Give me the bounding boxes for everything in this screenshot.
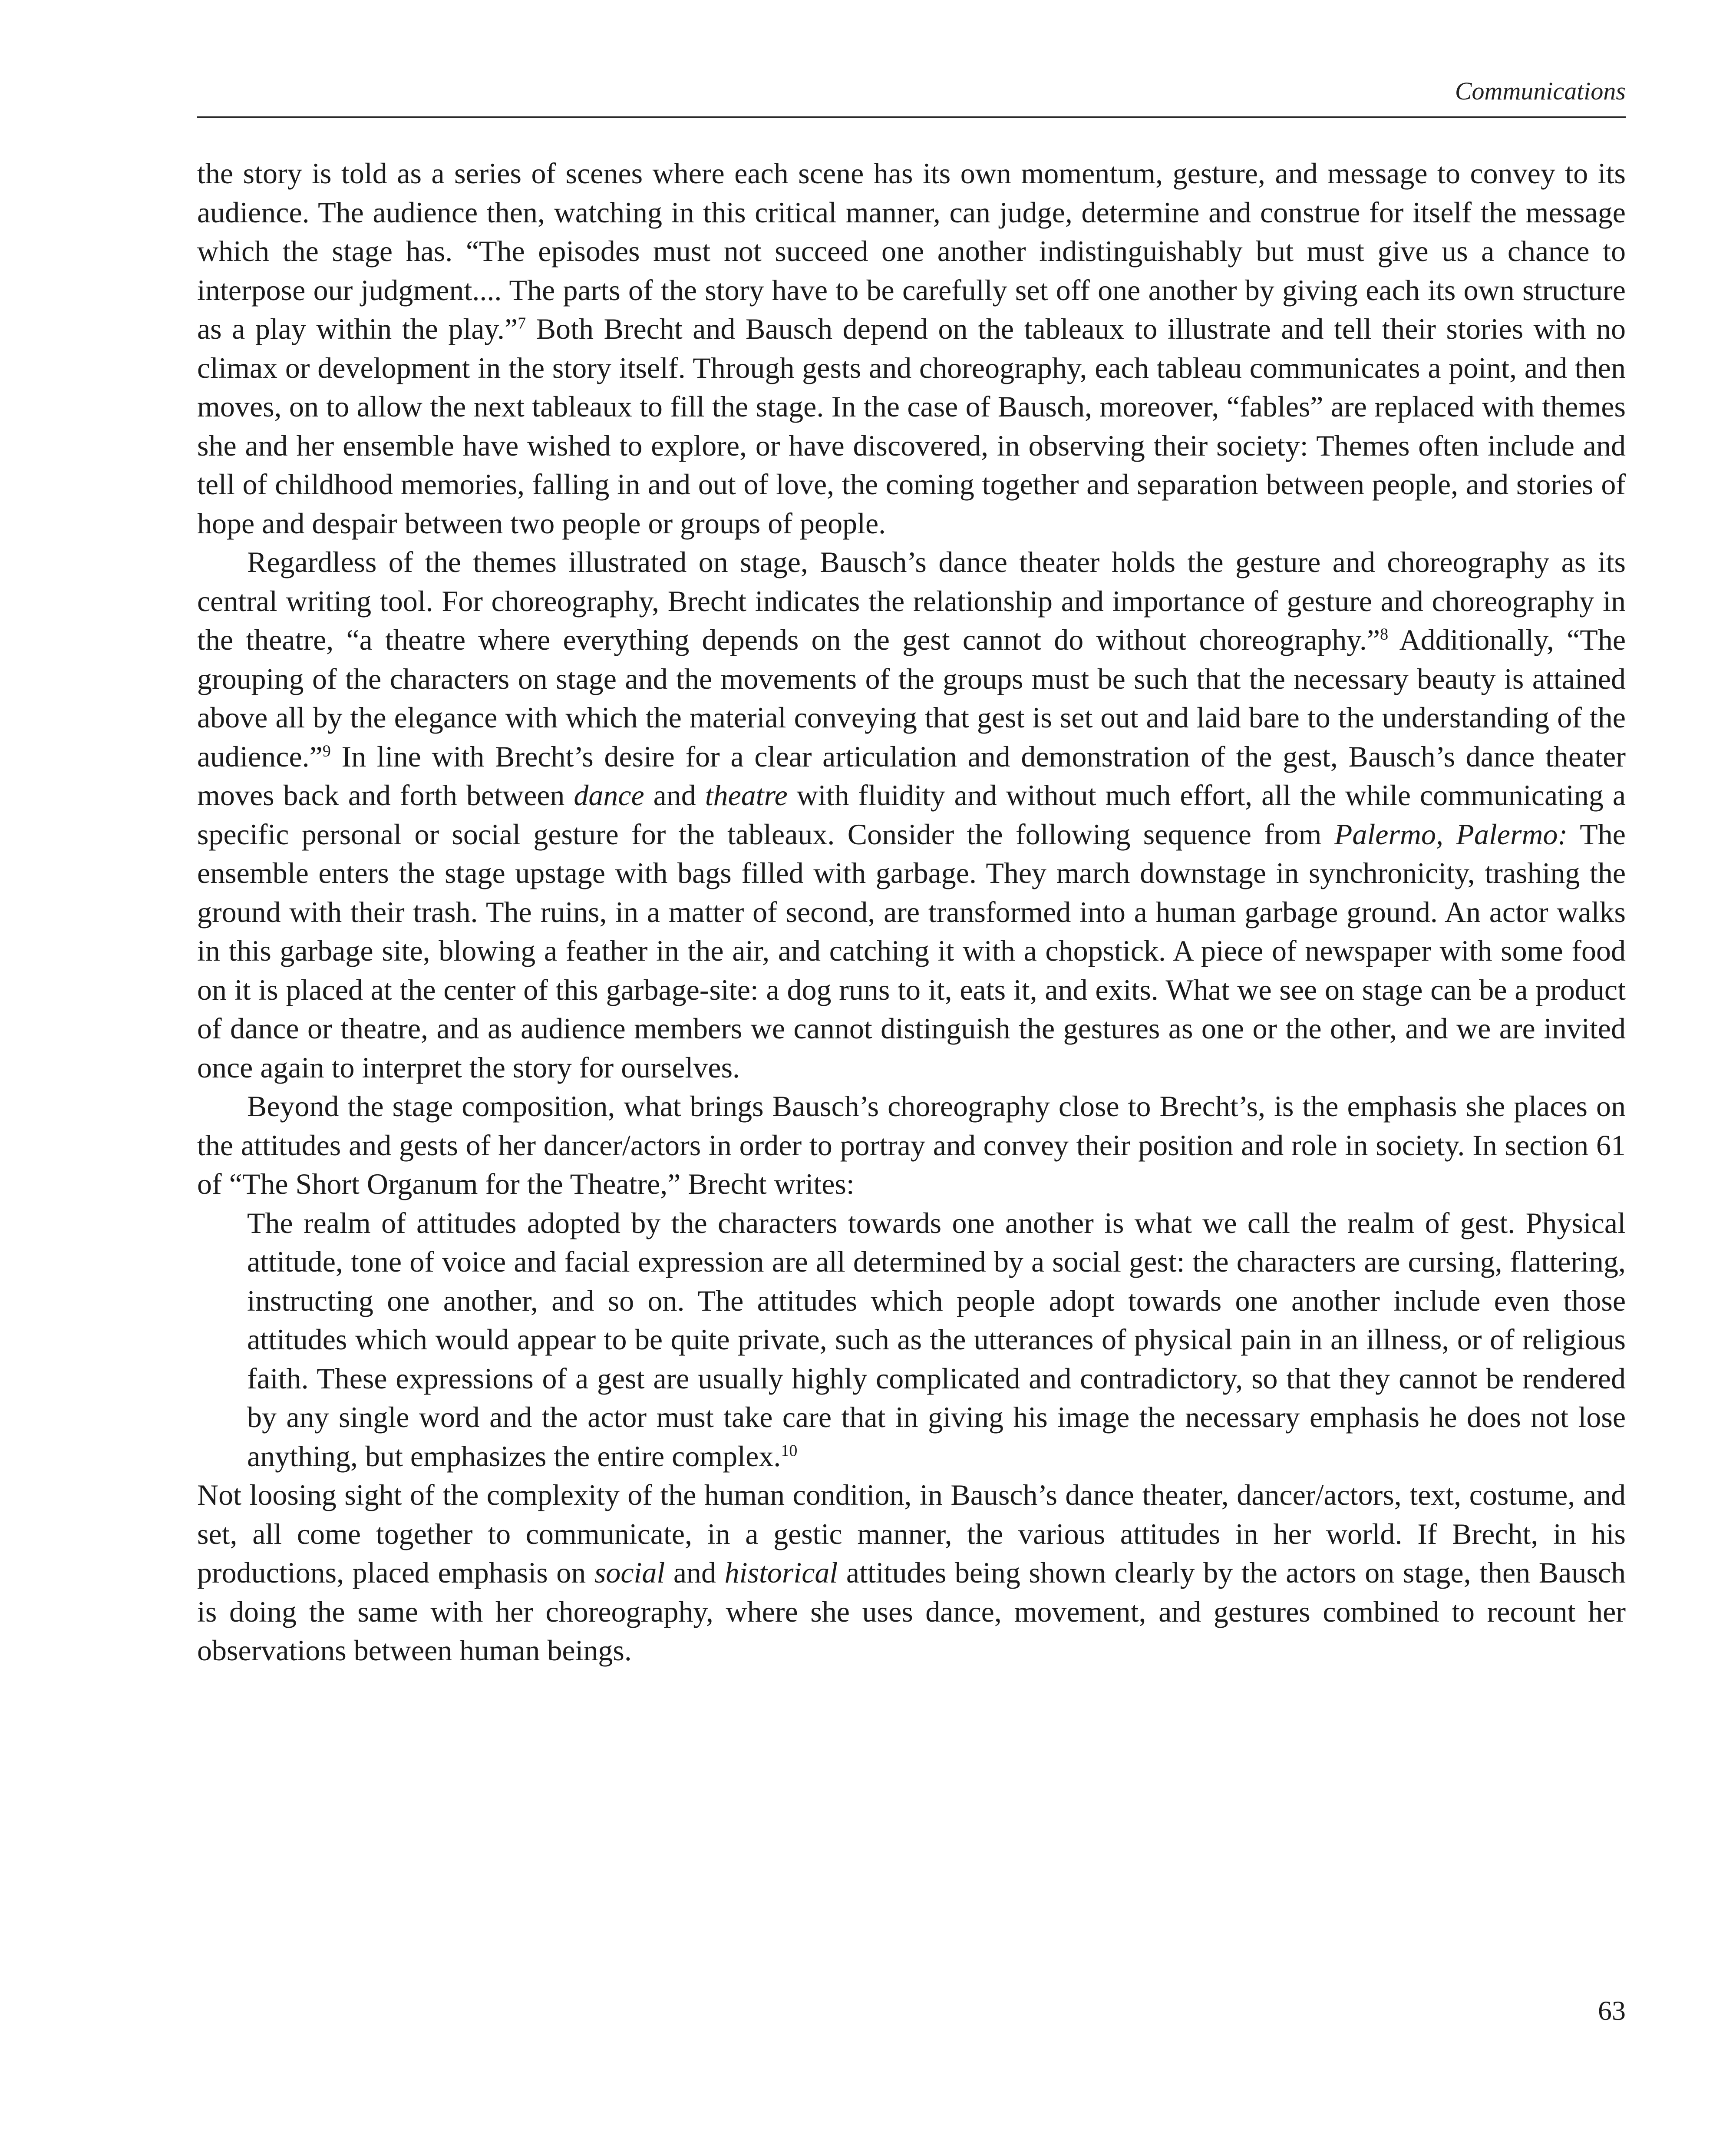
paragraph-2: [197, 543, 1626, 1087]
footnote-ref-9: 9: [322, 741, 331, 760]
paragraph-3: [197, 1087, 1626, 1204]
paragraph-3-text: Beyond the stage composition, what brings Bausch’s choreography close to Brecht’s, is the emphasis she places on the attitudes and gests of her dancer/actors in order to portray and convey their position and role in society. In section 61 of “The Short Organum for the Theatre,” Brecht writes:: [197, 1090, 1626, 1200]
paragraph-1: [197, 154, 1626, 543]
body-text: [197, 154, 1626, 1670]
paragraph-4-part-b: and: [665, 1556, 725, 1589]
block-quote-text: The realm of attitudes adopted by the characters towards one another is what we call the realm of gest. Physical attitude, tone of voice and facial expression are all determined by a social gest: the characters are cursing, flattering, instructing one another, and so on. The attitudes which people adopt towards one another include even those attitudes which would appear to be quite private, such as the utterances of physical pain in an illness, or of religious faith. These expressions of a gest are usually highly complicated and contradictory, so that they cannot be rendered by any single word and the actor must take care that in giving his image the necessary emphasis he does not lose anything, but emphasizes the entire complex.: [247, 1206, 1626, 1473]
paragraph-1-continued: Both Brecht and Bausch depend on the tableaux to illustrate and tell their stories with no climax or development in the story itself. Through gests and choreography, each tableau communicates a point, and then moves, on to allow the next tableaux to fill the stage. In the case of Bausch, moreover, “fables” are replaced with themes she and her ensemble have wished to explore, or have discovered, in observing their society: Themes often include and tell of childhood memories, falling in and out of love, the coming together and separation between people, and stories of hope and despair between two people or groups of people.: [197, 312, 1626, 540]
paragraph-2-part-e: with fluidity and without much effort, all the while communicating a specific personal or social gesture for the tableaux. Consider the following sequence from: [197, 779, 1626, 851]
paragraph-2-part-f: The ensemble enters the stage upstage with bags filled with garbage. They march downstage in synchronicity, trashing the ground with their trash. The ruins, in a matter of second, are transformed into a human garbage ground. An actor walks in this garbage site, blowing a feather in the air, and catching it with a chopstick. A piece of newspaper with some food on it is placed at the center of this garbage-site: a dog runs to it, eats it, and exits. What we see on stage can be a product of dance or theatre, and as audience members we cannot distinguish the gestures as one or the other, and we are invited once again to interpret the story for ourselves.: [197, 817, 1626, 1084]
footnote-ref-8: 8: [1380, 625, 1389, 644]
emphasis-dance: dance: [574, 779, 644, 812]
running-head-title: Communications: [1455, 77, 1626, 105]
header-rule: [197, 116, 1626, 118]
footnote-ref-7: 7: [518, 314, 526, 333]
emphasis-social: social: [594, 1556, 665, 1589]
paragraph-4: [197, 1476, 1626, 1670]
paragraph-1-text: the story is told as a series of scenes where each scene has its own momentum, gesture, and message to convey to its audience. The audience then, watching in this critical manner, can judge, determine and construe for itself the message which the stage has. “The episodes must not succeed one another indistinguishably but must give us a chance to interpose our judgment.... The parts of the story have to be carefully set off one another by giving each its own structure as a play within the play.”: [197, 157, 1626, 345]
page-number: 63: [1598, 1995, 1626, 2026]
block-quote: [247, 1204, 1626, 1476]
paragraph-2-part-c: In line with Brecht’s desire for a clear articulation and demonstration of the gest, Bausch’s dance theater moves back and forth between: [197, 740, 1626, 812]
paragraph-4-part-a: Not loosing sight of the complexity of the human condition, in Bausch’s dance theater, dancer/actors, text, costume, and set, all come together to communicate, in a gestic manner, the various attitudes in her world. If Brecht, in his productions, placed emphasis on: [197, 1478, 1626, 1589]
paragraph-4-part-c: attitudes being shown clearly by the actors on stage, then Bausch is doing the same with her choreography, where she uses dance, movement, and gestures combined to recount her observations between human beings.: [197, 1556, 1626, 1667]
emphasis-theatre: theatre: [705, 779, 788, 812]
paragraph-2-part-a: Regardless of the themes illustrated on stage, Bausch’s dance theater holds the gesture and choreography as its central writing tool. For choreography, Brecht indicates the relationship and importance of gesture and choreography in the theatre, “a theatre where everything depends on the gest cannot do without choreography.”: [197, 545, 1626, 656]
emphasis-historical: historical: [724, 1556, 838, 1589]
paragraph-2-part-b: Additionally, “The grouping of the characters on stage and the movements of the groups must be such that the necessary beauty is attained above all by the elegance with which the material conveying that gest is set out and laid bare to the understanding of the audience.”: [197, 623, 1626, 773]
title-palermo-palermo: Palermo, Palermo:: [1334, 817, 1568, 851]
paragraph-2-part-d: and: [644, 779, 705, 812]
footnote-ref-10: 10: [781, 1441, 798, 1460]
